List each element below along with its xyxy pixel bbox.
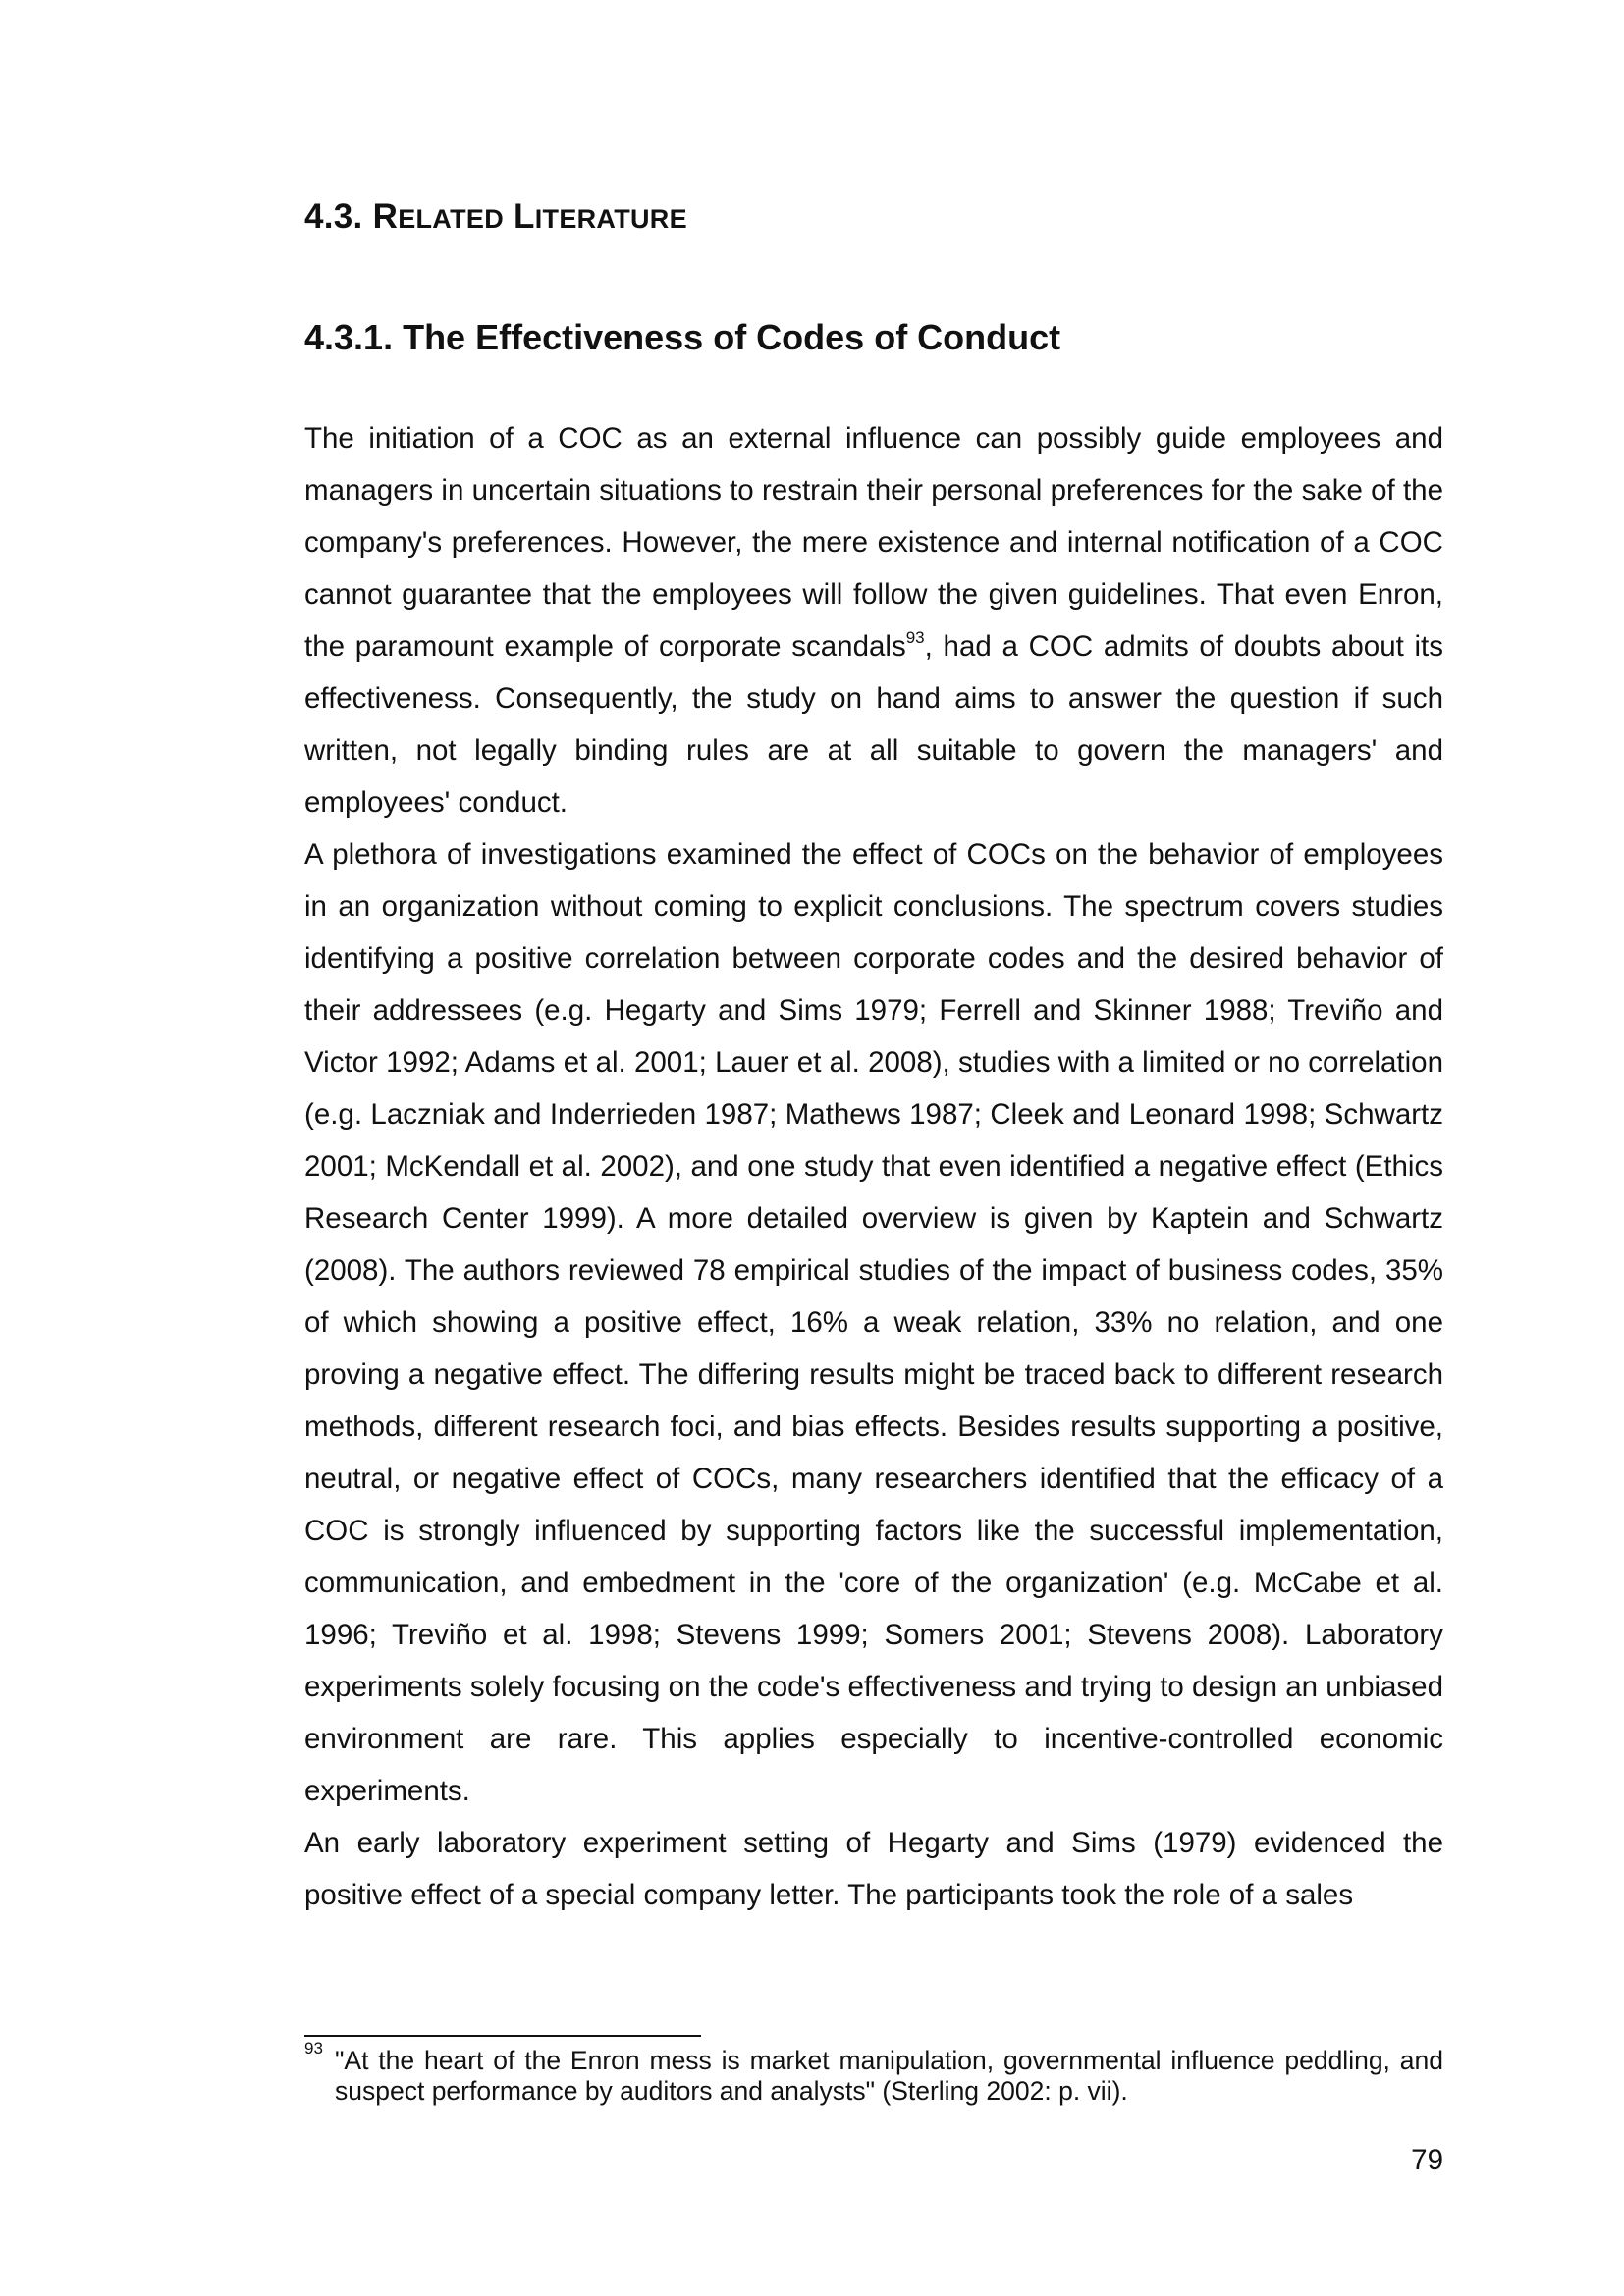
section-heading: [304, 196, 687, 238]
footnote-mark: 93: [304, 2039, 323, 2057]
footnote-divider: [304, 2035, 701, 2037]
body-text: [304, 412, 1443, 1921]
section-title-rest-1: ELATED: [398, 204, 504, 234]
section-title-rest-2: ITERATURE: [534, 204, 687, 234]
footnote-reference[interactable]: 93: [905, 628, 925, 647]
footnote-text: "At the heart of the Enron mess is market manipulation, governmental influence peddling, and suspect performance by auditors and analysts" (Sterling 2002: p. vii).: [335, 2046, 1443, 2106]
paragraph-2: A plethora of investigations examined the effect of COCs on the behavior of employees in an organization without coming to explicit conclusions. The spectrum covers studies identifying a positive correlation between corporate codes and the desired behavior of their addressees (e.g. Hegarty and Sims 1979; Ferrell and Skinner 1988; Treviño and Victor 1992; Adams et al. 2001; Lauer et al. 2008), studies with a limited or no correlation (e.g. Laczniak and Inderrieden 1987; Mathews 1987; Cleek and Leonard 1998; Schwartz 2001; McKendall et al. 2002), and one study that even identified a negative effect (Ethics Research Center 1999). A more detailed overview is given by Kaptein and Schwartz (2008). The authors reviewed 78 empirical studies of the impact of business codes, 35% of which showing a positive effect, 16% a weak relation, 33% no relation, and one proving a negative effect. The differing results might be traced back to different research methods, different research foci, and bias effects. Besides results supporting a positive, neutral, or negative effect of COCs, many researchers identified that the efficacy of a COC is strongly influenced by supporting factors like the successful implementation, communication, and embedment in the 'core of the organization' (e.g. McCabe et al. 1996; Treviño et al. 1998; Stevens 1999; Somers 2001; Stevens 2008). Laboratory experiments solely focusing on the code's effectiveness and trying to design an unbiased environment are rare. This applies especially to incentive-controlled economic experiments.: [304, 838, 1443, 1807]
section-number: 4.3.: [304, 197, 363, 236]
paragraph-3: An early laboratory experiment setting of Hegarty and Sims (1979) evidenced the positive effect of a special company letter. The participants took the role of a sales: [304, 1827, 1443, 1911]
page-number: 79: [1411, 2144, 1443, 2176]
paragraph-1: [304, 412, 1443, 828]
subsection-heading: 4.3.1. The Effectiveness of Codes of Conduct: [304, 317, 1061, 357]
section-title-initial-2: L: [514, 197, 535, 236]
paragraph-1-text-b: , had a COC admits of doubts about its effectiveness. Consequently, the study on hand aims to answer the question if such written, not legally binding rules are at all suitable to govern the managers' and employees' conduct.: [304, 630, 1444, 819]
paragraph-1-text-a: The initiation of a COC as an external influence can possibly guide employees and managers in uncertain situations to restrain their personal preferences for the sake of the company's preferences. However, the mere existence and internal notification of a COC cannot guarantee that the employees will follow the given guidelines. That even Enron, the paramount example of corporate scandals: [304, 422, 1443, 663]
footnote: [304, 2039, 1443, 2107]
section-title-initial-1: R: [372, 197, 399, 236]
